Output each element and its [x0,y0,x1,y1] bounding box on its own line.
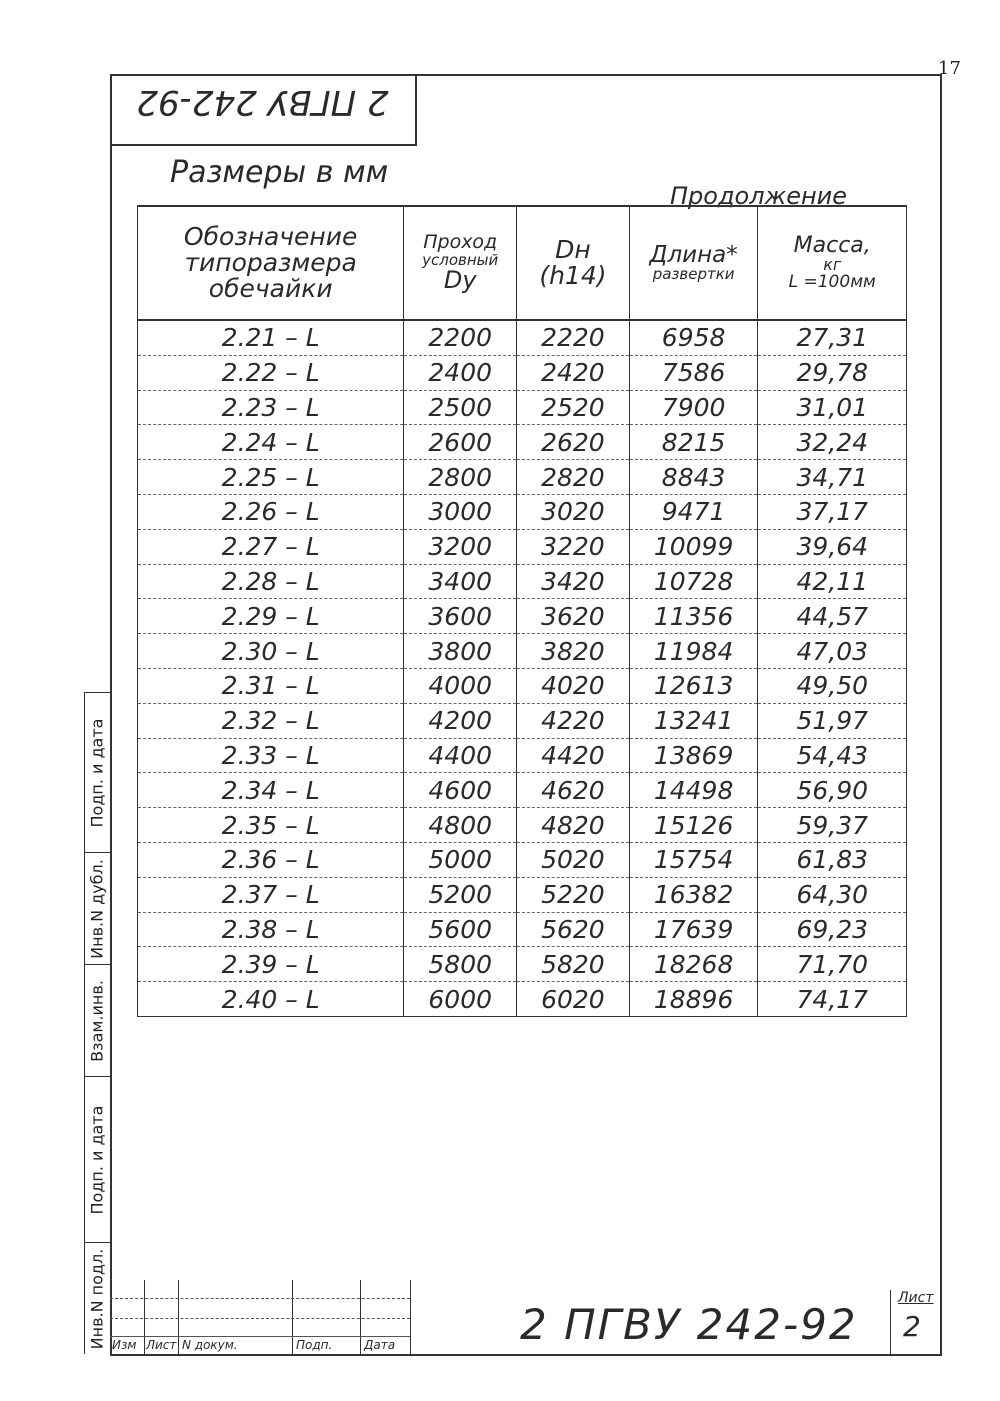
cell-dy: 2600 [404,425,517,460]
cell-mass: 47,03 [758,634,907,669]
cell-designation: 2.40 – L [138,982,404,1017]
header-designation-line1: Обозначение [183,221,358,251]
cell-dn: 2820 [517,460,630,495]
cell-dn: 2520 [517,390,630,425]
header-dn [517,206,630,320]
cell-mass: 31,01 [758,390,907,425]
cell-dy: 3800 [404,634,517,669]
cell-mass: 49,50 [758,668,907,703]
header-dn-line1: Dн [555,234,591,264]
cell-designation: 2.22 – L [138,355,404,390]
cell-designation: 2.39 – L [138,947,404,982]
cell-dy: 5200 [404,877,517,912]
header-passage-line3: Dy [443,266,477,295]
tb-label-date: Дата [364,1338,396,1352]
cell-dy: 3000 [404,494,517,529]
table-header-row [138,206,907,320]
cell-mass: 54,43 [758,738,907,773]
frame-right-border [940,74,942,1354]
cell-length: 13869 [629,738,758,773]
cell-dn: 3220 [517,529,630,564]
cell-designation: 2.30 – L [138,634,404,669]
continuation-label: Продолжение [670,182,848,210]
table-row [138,320,907,355]
header-mass-line2: кг [823,255,842,275]
table-row [138,494,907,529]
cell-dn: 2420 [517,355,630,390]
cell-mass: 71,70 [758,947,907,982]
cell-designation: 2.28 – L [138,564,404,599]
table-row [138,668,907,703]
side-label: Подп. и дата [87,1105,107,1215]
cell-length: 6958 [629,320,758,355]
cell-length: 10099 [629,529,758,564]
header-length-line2: развертки [652,265,735,284]
cell-dy: 4600 [404,773,517,808]
cell-designation: 2.37 – L [138,877,404,912]
cell-dy: 5800 [404,947,517,982]
table-row [138,564,907,599]
table-row [138,390,907,425]
cell-mass: 39,64 [758,529,907,564]
table-row [138,773,907,808]
header-length-line1: Длина* [649,242,738,269]
tb-label-izm: Изм [112,1338,137,1352]
table-row [138,912,907,947]
sheet-number: 2 [903,1310,921,1343]
cell-mass: 42,11 [758,564,907,599]
side-field-dup-inv [84,852,110,965]
tb-row-line [110,1336,410,1337]
title-block-grid [110,1280,410,1354]
header-passage-line1: Проход [423,230,498,253]
cell-length: 12613 [629,668,758,703]
cell-length: 9471 [629,494,758,529]
cell-dn: 5820 [517,947,630,982]
side-field-sign-date-1 [84,692,110,853]
cell-length: 7586 [629,355,758,390]
side-label: Подп. и дата [87,718,107,828]
side-label: Инв.N подл. [87,1248,107,1350]
cell-designation: 2.29 – L [138,599,404,634]
cell-dy: 4200 [404,703,517,738]
cell-dy: 3200 [404,529,517,564]
frame-bottom-border [110,1354,942,1356]
header-passage-line2: условный [422,250,499,269]
cell-dy: 4400 [404,738,517,773]
tb-label-doc: N докум. [182,1338,238,1352]
header-mass-line1: Масса, [793,233,871,259]
cell-dn: 2220 [517,320,630,355]
side-field-orig-inv [84,1242,110,1355]
cell-designation: 2.38 – L [138,912,404,947]
page-number: 17 [938,58,961,79]
cell-mass: 29,78 [758,355,907,390]
side-label: Инв.N дубл. [87,859,107,959]
cell-dn: 3620 [517,599,630,634]
side-field-sign-date-2 [84,1076,110,1243]
cell-dn: 4020 [517,668,630,703]
tb-row-line [110,1318,410,1319]
cell-mass: 69,23 [758,912,907,947]
cell-dy: 3400 [404,564,517,599]
cell-dy: 2800 [404,460,517,495]
cell-dn: 5020 [517,842,630,877]
header-length [629,206,758,320]
cell-length: 8215 [629,425,758,460]
cell-designation: 2.27 – L [138,529,404,564]
table-row [138,738,907,773]
cell-dy: 5000 [404,842,517,877]
cell-designation: 2.36 – L [138,842,404,877]
cell-dn: 5220 [517,877,630,912]
cell-dy: 2400 [404,355,517,390]
table-row [138,460,907,495]
cell-designation: 2.34 – L [138,773,404,808]
cell-mass: 51,97 [758,703,907,738]
cell-length: 15126 [629,808,758,843]
dimensions-table [137,205,907,1017]
cell-dy: 2200 [404,320,517,355]
cell-designation: 2.26 – L [138,494,404,529]
cell-dn: 6020 [517,982,630,1017]
cell-designation: 2.31 – L [138,668,404,703]
table-row [138,634,907,669]
cell-designation: 2.23 – L [138,390,404,425]
header-mass [758,206,907,320]
cell-dy: 4800 [404,808,517,843]
cell-dy: 2500 [404,390,517,425]
cell-length: 11356 [629,599,758,634]
header-designation-line3: обечайки [208,274,333,304]
table-row [138,425,907,460]
cell-designation: 2.35 – L [138,808,404,843]
cell-dn: 5620 [517,912,630,947]
header-designation [138,206,404,320]
cell-designation: 2.32 – L [138,703,404,738]
table-row [138,842,907,877]
cell-dn: 3020 [517,494,630,529]
cell-length: 8843 [629,460,758,495]
table-row [138,355,907,390]
title-block-code: 2 ПГВУ 242-92 [520,1300,858,1349]
cell-dn: 4220 [517,703,630,738]
table-row [138,599,907,634]
cell-mass: 56,90 [758,773,907,808]
cell-length: 18896 [629,982,758,1017]
cell-dn: 3820 [517,634,630,669]
cell-dy: 4000 [404,668,517,703]
side-field-replace-inv [84,964,110,1077]
cell-designation: 2.21 – L [138,320,404,355]
cell-length: 13241 [629,703,758,738]
cell-designation: 2.24 – L [138,425,404,460]
units-note: Размеры в мм [170,155,389,190]
header-designation-line2: типоразмера [184,247,357,277]
cell-mass: 32,24 [758,425,907,460]
cell-length: 16382 [629,877,758,912]
header-dn-line2: (h14) [539,261,607,290]
cell-length: 11984 [629,634,758,669]
table-row [138,808,907,843]
cell-dy: 6000 [404,982,517,1017]
side-label: Взам.инв. [87,980,107,1062]
cell-length: 14498 [629,773,758,808]
table-row [138,947,907,982]
tb-row-line [110,1298,410,1299]
cell-length: 18268 [629,947,758,982]
rotated-document-code: 2 ПГВУ 242-92 [136,82,389,122]
cell-dn: 2620 [517,425,630,460]
table-row [138,529,907,564]
cell-designation: 2.25 – L [138,460,404,495]
header-mass-line3: L =100мм [788,272,876,293]
table-row [138,703,907,738]
sheet-label: Лист [898,1290,934,1306]
cell-length: 7900 [629,390,758,425]
cell-length: 10728 [629,564,758,599]
cell-mass: 44,57 [758,599,907,634]
table-row [138,982,907,1017]
tb-label-list: Лист [146,1338,177,1352]
cell-mass: 27,31 [758,320,907,355]
rotated-code-box [110,74,417,146]
cell-length: 15754 [629,842,758,877]
header-passage [404,206,517,320]
cell-mass: 34,71 [758,460,907,495]
cell-dy: 5600 [404,912,517,947]
cell-dn: 4420 [517,738,630,773]
table-row [138,877,907,912]
cell-dn: 4820 [517,808,630,843]
cell-mass: 74,17 [758,982,907,1017]
tb-label-sign: Подп. [296,1338,333,1352]
cell-mass: 61,83 [758,842,907,877]
cell-designation: 2.33 – L [138,738,404,773]
cell-dn: 4620 [517,773,630,808]
cell-dy: 3600 [404,599,517,634]
cell-mass: 37,17 [758,494,907,529]
cell-mass: 64,30 [758,877,907,912]
cell-mass: 59,37 [758,808,907,843]
cell-dn: 3420 [517,564,630,599]
cell-length: 17639 [629,912,758,947]
